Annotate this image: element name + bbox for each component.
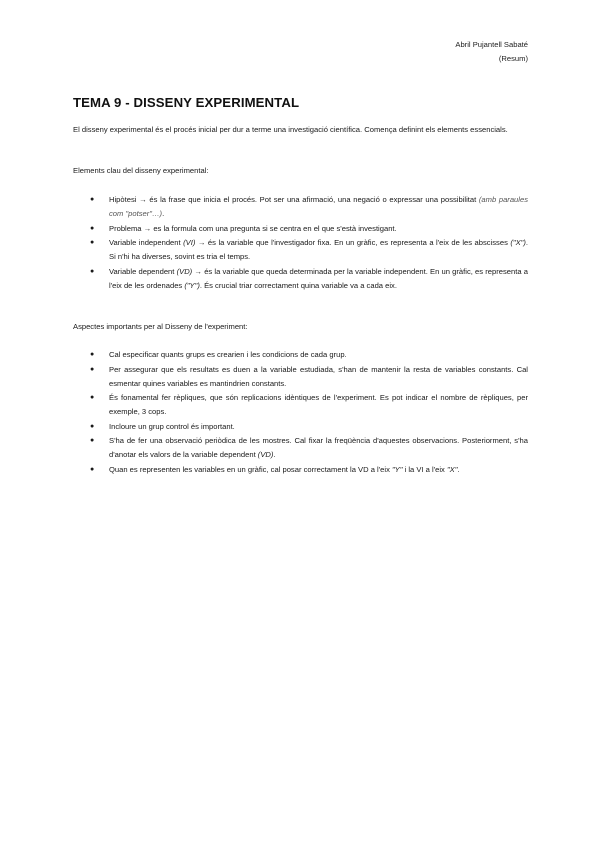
list-item: ● Problema → es la formula com una pregunta si se centra en el que s'està investigant.	[73, 222, 528, 236]
bullet-icon: ●	[90, 422, 95, 430]
list-item: ● Variable dependent (VD) → és la variable que queda determinada per la variable independent. En un gràfic, es representa a l'eix de les ordenades ("Y"). És crucial triar correctament quina variable va a cada eix.	[90, 266, 528, 290]
bullet-icon: ●	[90, 267, 95, 275]
list-item: ● Variable independent (VI) → és la variable que l'investigador fixa. En un gràfic, es representa a l'eix de les abscisses ("X"). Si n'hi ha diverses, sovint es tria el temps.	[90, 238, 529, 262]
page-header	[455, 38, 528, 66]
list-item: ● S'ha de fer una observació periòdica de les mostres. Cal fixar la freqüència d'aquestes observacions. Posteriorment, s'ha d'anotar els valors de la variable dependent (VD).	[90, 436, 528, 460]
bullet-icon: ●	[90, 196, 95, 203]
bullet-icon: ●	[90, 351, 95, 358]
bullet-icon: ●	[90, 365, 95, 373]
bullet-icon: ●	[90, 394, 95, 402]
bullet-icon: ●	[90, 465, 95, 473]
list-item: ● És fonamental fer rèpliques, que són replicacions idèntiques de l'experiment. Es pot indicar el nombre de rèpliques, per exemple, 3 cops.	[90, 393, 528, 417]
document-title: TEMA 9 - DISSENY EXPERIMENTAL	[73, 95, 300, 110]
intro-paragraph: El disseny experimental és el procés inicial per dur a terme una investigació científica. Comença definint els elements essencials.	[73, 125, 508, 134]
list-item: ● Quan es representen les variables en un gràfic, cal posar correctament la VD a l'eix "Y" i la VI a l'eix "X".	[73, 463, 528, 477]
list-item: ● Cal especificar quants grups es crearien i les condicions de cada grup.	[73, 348, 528, 362]
section1-heading: Elements clau del disseny experimental:	[73, 166, 209, 175]
key-elements-list	[73, 193, 528, 293]
list-item: ● Per assegurar que els resultats es duen a la variable estudiada, s'han de mantenir la resta de variables constants. Cal esmentar quines variables es mantindrien constants.	[90, 364, 528, 388]
section2-heading: Aspectes importants per al Disseny de l'experiment:	[73, 322, 248, 331]
header-note: (Resum)	[498, 54, 528, 63]
list-item: ● Incloure un grup control és important.	[73, 420, 528, 434]
author-name: Abril Pujantell Sabaté	[455, 40, 528, 49]
list-item: ● Hipòtesi → és la frase que inicia el procés. Pot ser una afirmació, una negació o expressar una possibilitat (amb paraules com "potser"…).	[90, 195, 528, 218]
bullet-icon: ●	[90, 239, 95, 247]
bullet-icon: ●	[90, 437, 95, 445]
bullet-icon: ●	[90, 224, 95, 232]
experiment-design-list	[73, 348, 528, 478]
